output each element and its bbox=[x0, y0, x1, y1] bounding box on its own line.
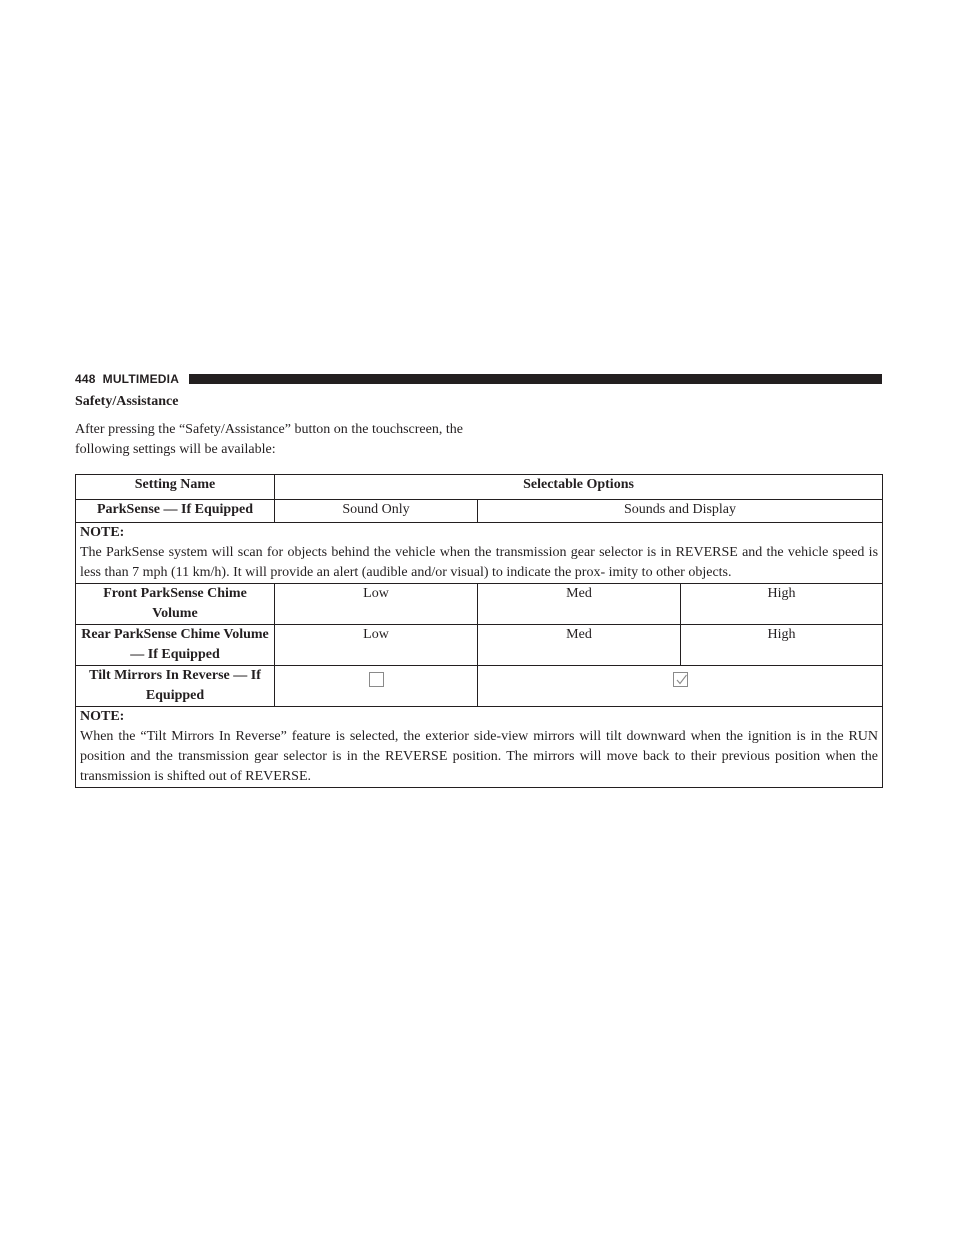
settings-table bbox=[75, 474, 883, 788]
table-row bbox=[76, 666, 883, 707]
option-high: High bbox=[681, 584, 883, 625]
table-row bbox=[76, 584, 883, 625]
subheading: Safety/Assistance bbox=[75, 394, 179, 409]
col-header-selectable-options: Selectable Options bbox=[275, 475, 883, 500]
col-header-setting-name: Setting Name bbox=[76, 475, 275, 500]
option-med: Med bbox=[478, 584, 681, 625]
checkmark-icon bbox=[675, 673, 688, 686]
intro-paragraph: After pressing the “Safety/Assistance” button on the touchscreen, the following settings will be available: bbox=[75, 422, 463, 457]
note-label: NOTE: bbox=[80, 709, 125, 724]
header-rule bbox=[189, 374, 882, 384]
option-checked bbox=[478, 666, 883, 707]
setting-name: Front ParkSense Chime Volume bbox=[76, 584, 275, 625]
option-high: High bbox=[681, 625, 883, 666]
option-unchecked bbox=[275, 666, 478, 707]
note-cell bbox=[76, 707, 883, 788]
table-row bbox=[76, 625, 883, 666]
setting-name: ParkSense — If Equipped bbox=[76, 500, 275, 523]
table-row bbox=[76, 500, 883, 523]
note-label: NOTE: bbox=[80, 525, 125, 540]
option-sound-only: Sound Only bbox=[275, 500, 478, 523]
note-row bbox=[76, 707, 883, 788]
section-title: MULTIMEDIA bbox=[102, 372, 180, 386]
table-header-row bbox=[76, 475, 883, 500]
setting-name: Tilt Mirrors In Reverse — If Equipped bbox=[76, 666, 275, 707]
page-number: 448 bbox=[75, 372, 96, 386]
unchecked-box-icon bbox=[369, 672, 384, 687]
note-row bbox=[76, 523, 883, 584]
option-low: Low bbox=[275, 584, 478, 625]
note-text: The ParkSense system will scan for objects behind the vehicle when the transmission gear selector is in REVERSE and the vehicle speed is less than 7 mph (11 km/h). It will provide an alert (audible and/or visual) to indicate the prox- imity to other objects. bbox=[80, 545, 879, 580]
option-low: Low bbox=[275, 625, 478, 666]
note-cell bbox=[76, 523, 883, 584]
option-sounds-and-display: Sounds and Display bbox=[478, 500, 883, 523]
option-med: Med bbox=[478, 625, 681, 666]
page-header bbox=[75, 369, 882, 389]
checked-box-icon bbox=[673, 672, 688, 687]
note-text: When the “Tilt Mirrors In Reverse” feature is selected, the exterior side-view mirrors will tilt downward when the ignition is in the RUN position and the transmission gear selector is in the REVERSE position. The mirrors will move back to their previous position when the transmission is shifted out of REVERSE. bbox=[80, 729, 879, 784]
setting-name: Rear ParkSense Chime Volume — If Equipped bbox=[76, 625, 275, 666]
